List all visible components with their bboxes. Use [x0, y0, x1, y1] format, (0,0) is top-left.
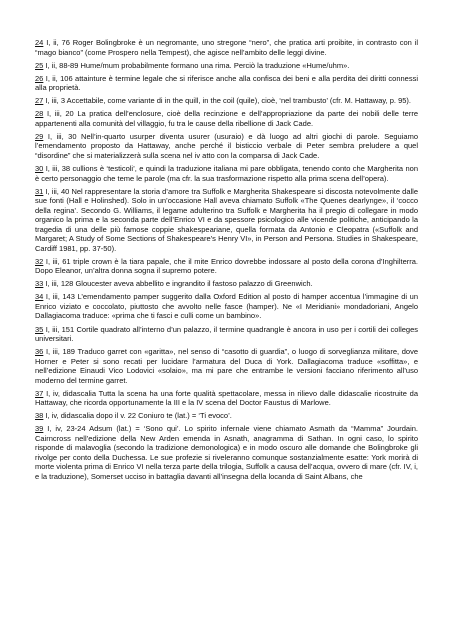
footnote-33	[35, 279, 418, 289]
footnote-text: I, iv, didascalia dopo il v. 22 Coniuro te (lat.) = ‘Ti evoco’.	[43, 411, 232, 421]
footnote-text: I, iii, 20 La pratica dell’enclosure, cioè della recinzione e dell’appropriazione da parte dei nobili delle terre appartenenti alla comunità del villaggio, fu tra le cause della ribellione di Jack Cade.	[35, 109, 418, 128]
footnote-text: I, iii, 38 cullions è ‘testicoli’, e quindi la traduzione italiana mi pare obbligata, tenendo conto che Margherita non è certo personaggio che teme le parole (ma cfr. la sua trasformazione rispetto alla prima scena dell’opera).	[35, 164, 418, 183]
footnote-38	[35, 411, 418, 421]
footnote-27	[35, 96, 418, 106]
footnote-32	[35, 257, 418, 276]
footnote-text: I, iii, 61 triple crown è la tiara papale, che il mite Enrico dovrebbe indossare al posto della corona d’Inghilterra. Dopo Eleanor, un’altra donna sogna il supremo potere.	[35, 256, 418, 276]
footnote-text: I, ii, 76 Roger Bolingbroke è un negromante, uno stregone “nero”, che pratica arti proibite, in contrasto con il “mago bianco” (come Prospero nella Tempest), che agisce nell’ambito delle leggi divine.	[35, 38, 418, 57]
footnote-number: 28	[35, 109, 44, 119]
footnote-25	[35, 61, 418, 71]
footnote-text: I, iii, 3 Accettabile, come variante di in the quill, in the coil (quile), cioè, ‘nel trambusto’ (cfr. M. Hattaway, p. 95).	[43, 96, 412, 106]
footnote-number: 29	[35, 131, 44, 141]
footnote-24	[35, 38, 418, 57]
footnote-36	[35, 347, 418, 385]
footnote-37	[35, 389, 418, 408]
footnotes-page	[35, 38, 418, 485]
footnote-text: I, iv, 23-24 Adsum (lat.) = ‘Sono qui’. Lo spirito infernale viene chiamato Asmath da “Mamma” Jourdain. Cairncross nell’edizione della New Arden emenda in Asnath, anagramma di Sathan. In ogni caso, lo spirito risponde di malavoglia (secondo la tradizione demonologica) e in modo oscuro alle domande che Bolingbroke gli rivolge per conto della Duchessa. Le sue profezie si riveleranno comunque sostanzialmente esatte: York morirà di morte violenta prima di Enrico VI nella terza parte della trilogia, Suffolk a causa dell’acqua, ovvero di mare (cfr. IV, i, e la traduzione), Somerset ucciso in battaglia davanti all’insegna della locanda di Saint Albans, che	[35, 424, 418, 481]
footnote-number: 24	[35, 38, 44, 47]
footnote-31	[35, 187, 418, 254]
footnote-number: 27	[35, 96, 44, 106]
footnote-text: I, iv, didascalia Tutta la scena ha una forte qualità spettacolare, messa in rilievo dalle didascalie ricostruite da Hattaway, che ricorda opportunamente la III e la IV scena del Doctor Faustus di Marlowe.	[35, 388, 418, 408]
footnote-text: I, iii, 151 Cortile quadrato all’interno d’un palazzo, il termine quadrangle è ancora in uso per i cortili dei colleges universitari.	[35, 324, 418, 344]
footnote-39	[35, 424, 418, 481]
footnote-text: I, iii, 189 Traduco garret con «garitta», nel senso di “casotto di guardia”, o luogo di sorveglianza militare, dove Horner e Peter si sono recati per lucidare l’armatura del Duca di York. Dallagiacoma traduce «soffitta», e nell’edizione Einaudi Vico Lodovici «solaio», ma mi pare che entrambe le versioni facciano riferimento all’uso moderno del termine garret.	[35, 347, 418, 385]
footnote-number: 30	[35, 164, 44, 174]
footnote-number: 33	[35, 279, 44, 289]
footnote-number: 34	[35, 292, 44, 302]
footnote-number: 31	[35, 186, 44, 196]
footnote-34	[35, 292, 418, 321]
footnote-number: 39	[35, 424, 44, 434]
footnote-number: 36	[35, 347, 44, 357]
footnote-text: I, iii, 40 Nel rappresentare la storia d’amore tra Suffolk e Margherita Shakespeare si discosta notevolmente dalle sue fonti (Hall e Holinshed). Solo in un’occasione Hall aveva chiamato Suffolk «The Quenes dearlynge», il ‘cocco della regina’. Secondo G. Williams, il legame adulterino tra Suffolk e Margherita ha il pregio di collegare in modo organico la prima e la seconda parte dell’Enrico VI e da spessore psicologico alle vicende politiche, anticipando la tragedia di una delle più famose coppie shakespeariane, quella formata da Antonio e Cleopatra («Suffolk and Margaret; A Study of Some Sections of Shakespeare’s Henry VI», in Person and Persona. Studies in Shakespeare, Cardiff 1981, pp. 37-50).	[35, 186, 418, 253]
footnote-35	[35, 325, 418, 344]
footnote-number: 32	[35, 256, 44, 266]
footnote-29	[35, 132, 418, 161]
footnote-number: 26	[35, 73, 44, 83]
footnote-text: I, ii, 88-89 Hume/mum probabilmente formano una rima. Perciò la traduzione «Hume/uhm».	[43, 60, 350, 70]
footnote-number: 38	[35, 411, 44, 421]
footnote-text: I, iii, 128 Gloucester aveva abbellito e ingrandito il fastoso palazzo di Greenwich.	[43, 279, 313, 289]
footnote-28	[35, 109, 418, 128]
footnote-number: 35	[35, 324, 44, 334]
footnote-text: I, ii, 106 attainture è termine legale che si riferisce anche alla confisca dei beni e alla perdita dei diritti connessi alla proprietà.	[35, 73, 418, 93]
footnote-30	[35, 164, 418, 183]
footnote-26	[35, 74, 418, 93]
footnote-text: I, iii, 30 Nell’in-quarto usurper diventa usurer (usuraio) e dà luogo ad altri giochi di parole. Seguiamo l’emendamento proposto da Hattaway, anche perché il bisticcio verbale di Peter sembra preludere a quel “disordine” che si materializzerà sulla scena nel iv atto con la comparsa di Jack Cade.	[35, 131, 418, 160]
footnote-text: I, iii, 143 L’emendamento pamper suggerito dalla Oxford Edition al posto di hamper accentua l’immagine di un Enrico viziato e coccolato, piuttosto che avvolto nelle fasce (hamper). Ne «I Meridiani» mondadoriani, Angelo Dallagiacoma traduce: «prima che ti fasci e culli come un bambino».	[35, 292, 418, 321]
footnote-number: 25	[35, 60, 44, 70]
footnote-number: 37	[35, 388, 44, 398]
